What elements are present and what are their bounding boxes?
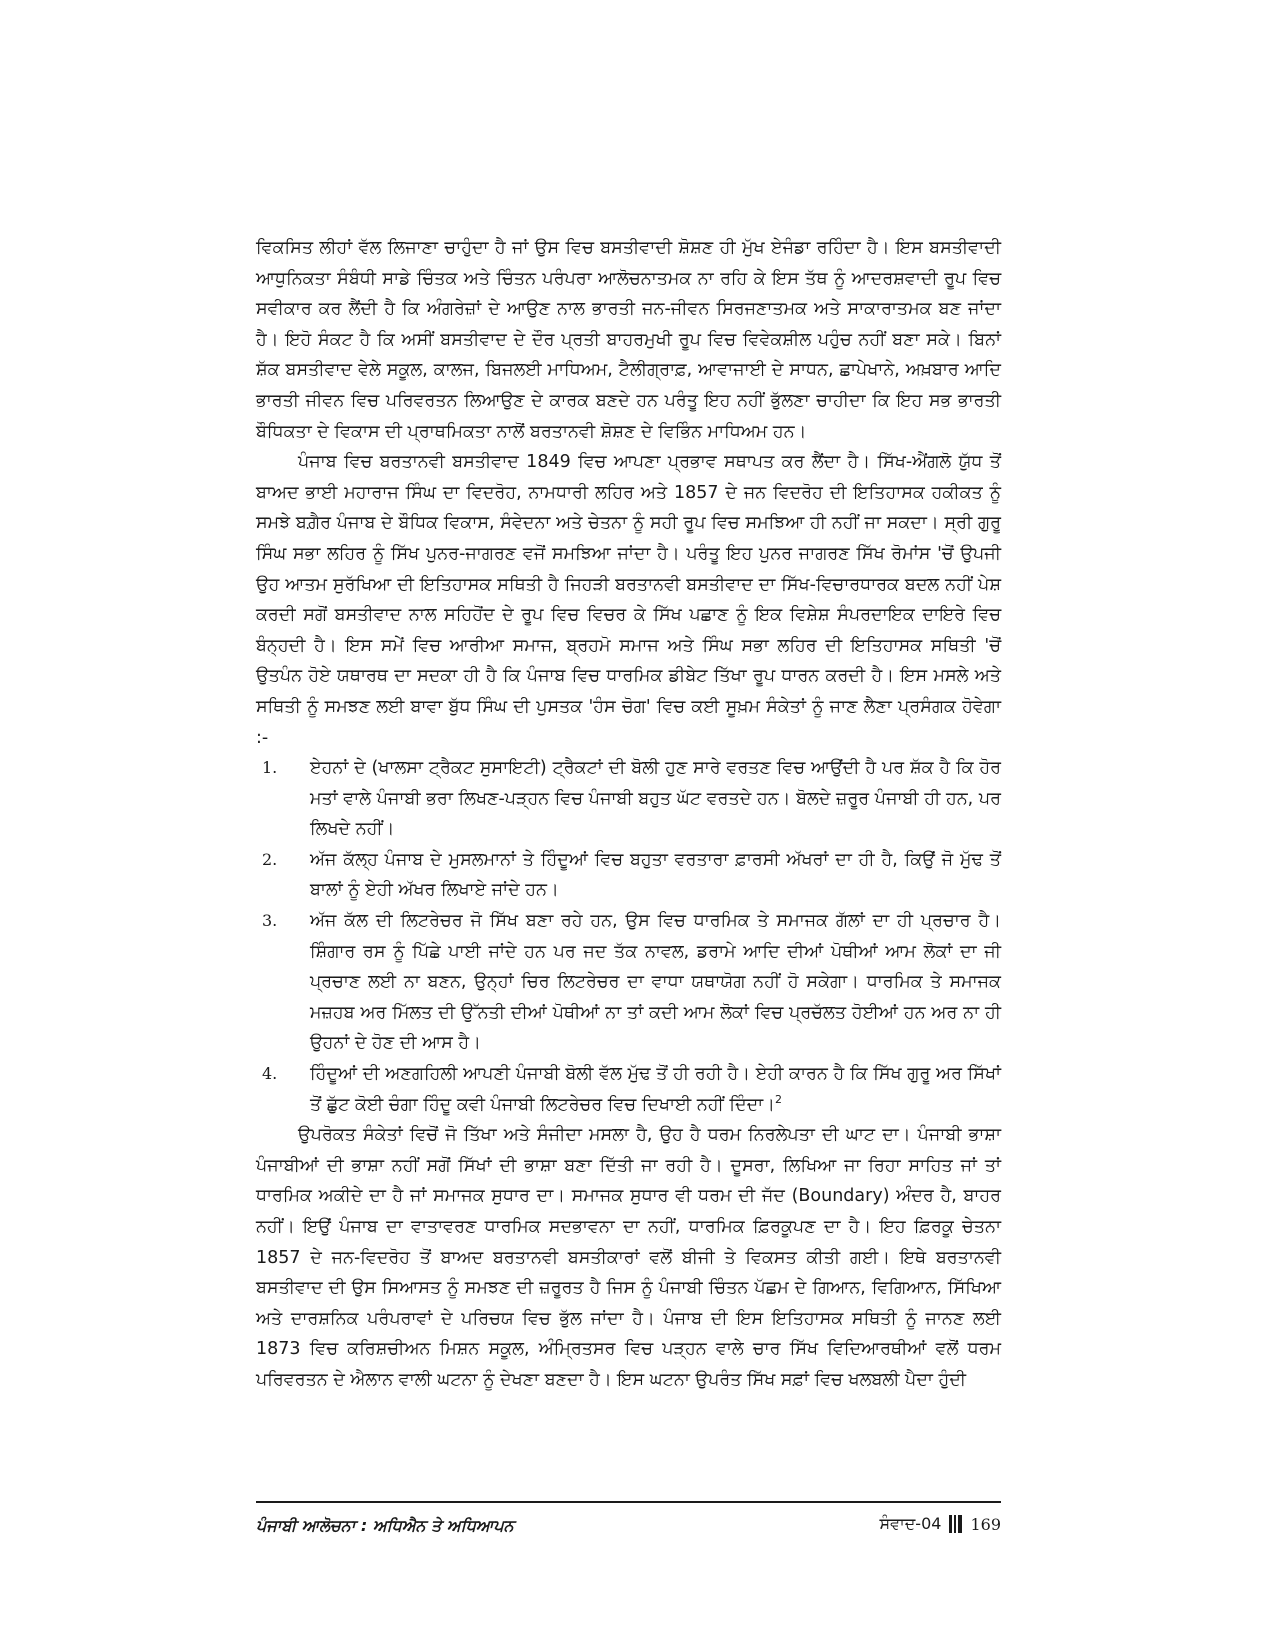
footnote-marker[interactable]: 2 <box>774 1092 782 1106</box>
list-item <box>256 1059 1001 1120</box>
body-text <box>256 233 1001 1396</box>
page-number: 169 <box>970 1514 1001 1534</box>
paragraph-1: ਵਿਕਸਿਤ ਲੀਹਾਂ ਵੱਲ ਲਿਜਾਣਾ ਚਾਹੁੰਦਾ ਹੈ ਜਾਂ ਉਸ ਵਿਚ ਬਸਤੀਵਾਦੀ ਸ਼ੋਸ਼ਣ ਹੀ ਮੁੱਖ ਏਜੰਡਾ ਰਹਿੰਦਾ ਹੈ। ਇਸ ਬਸਤੀਵਾਦੀ ਆਧੁਨਿਕਤਾ ਸੰਬੰਧੀ ਸਾਡੇ ਚਿੰਤਕ ਅਤੇ ਚਿੰਤਨ ਪਰੰਪਰਾ ਆਲੋਚਨਾਤਮਕ ਨਾ ਰਹਿ ਕੇ ਇਸ ਤੱਥ ਨੂੰ ਆਦਰਸ਼ਵਾਦੀ ਰੂਪ ਵਿਚ ਸਵੀਕਾਰ ਕਰ ਲੈਂਦੀ ਹੈ ਕਿ ਅੰਗਰੇਜ਼ਾਂ ਦੇ ਆਉਣ ਨਾਲ ਭਾਰਤੀ ਜਨ-ਜੀਵਨ ਸਿਰਜਣਾਤਮਕ ਅਤੇ ਸਾਕਾਰਾਤਮਕ ਬਣ ਜਾਂਦਾ ਹੈ। ਇਹੋ ਸੰਕਟ ਹੈ ਕਿ ਅਸੀਂ ਬਸਤੀਵਾਦ ਦੇ ਦੌਰ ਪ੍ਰਤੀ ਬਾਹਰਮੁਖੀ ਰੂਪ ਵਿਚ ਵਿਵੇਕਸ਼ੀਲ ਪਹੁੰਚ ਨਹੀਂ ਬਣਾ ਸਕੇ। ਬਿਨਾਂ ਸ਼ੱਕ ਬਸਤੀਵਾਦ ਵੇਲੇ ਸਕੂਲ, ਕਾਲਜ, ਬਿਜਲਈ ਮਾਧਿਅਮ, ਟੈਲੀਗ੍ਰਾਫ਼, ਆਵਾਜਾਈ ਦੇ ਸਾਧਨ, ਛਾਪੇਖਾਨੇ, ਅਖ਼ਬਾਰ ਆਦਿ ਭਾਰਤੀ ਜੀਵਨ ਵਿਚ ਪਰਿਵਰਤਨ ਲਿਆਉਣ ਦੇ ਕਾਰਕ ਬਣਦੇ ਹਨ ਪਰੰਤੂ ਇਹ ਨਹੀਂ ਭੁੱਲਣਾ ਚਾਹੀਦਾ ਕਿ ਇਹ ਸਭ ਭਾਰਤੀ ਬੌਧਿਕਤਾ ਦੇ ਵਿਕਾਸ ਦੀ ਪ੍ਰਾਥਮਿਕਤਾ ਨਾਲੋਂ ਬਰਤਾਨਵੀ ਸ਼ੋਸ਼ਣ ਦੇ ਵਿਭਿੰਨ ਮਾਧਿਅਮ ਹਨ। <box>256 238 1001 442</box>
list-item-text-wrapper <box>310 1059 1001 1120</box>
paragraph-3: ਉਪਰੋਕਤ ਸੰਕੇਤਾਂ ਵਿਚੋਂ ਜੋ ਤਿੱਖਾ ਅਤੇ ਸੰਜੀਦਾ ਮਸਲਾ ਹੈ, ਉਹ ਹੈ ਧਰਮ ਨਿਰਲੇਪਤਾ ਦੀ ਘਾਟ ਦਾ। ਪੰਜਾਬੀ ਭਾਸ਼ਾ ਪੰਜਾਬੀਆਂ ਦੀ ਭਾਸ਼ਾ ਨਹੀਂ ਸਗੋਂ ਸਿੱਖਾਂ ਦੀ ਭਾਸ਼ਾ ਬਣਾ ਦਿੱਤੀ ਜਾ ਰਹੀ ਹੈ। ਦੂਸਰਾ, ਲਿਖਿਆ ਜਾ ਰਿਹਾ ਸਾਹਿਤ ਜਾਂ ਤਾਂ ਧਾਰਮਿਕ ਅਕੀਦੇ ਦਾ ਹੈ ਜਾਂ ਸਮਾਜਕ ਸੁਧਾਰ ਦਾ। ਸਮਾਜਕ ਸੁਧਾਰ ਵੀ ਧਰਮ ਦੀ ਜੱਦ (Boundary) ਅੰਦਰ ਹੈ, ਬਾਹਰ ਨਹੀਂ। ਇਉਂ ਪੰਜਾਬ ਦਾ ਵਾਤਾਵਰਣ ਧਾਰਮਿਕ ਸਦਭਾਵਨਾ ਦਾ ਨਹੀਂ, ਧਾਰਮਿਕ ਫ਼ਿਰਕੂਪਣ ਦਾ ਹੈ। ਇਹ ਫ਼ਿਰਕੂ ਚੇਤਨਾ 1857 ਦੇ ਜਨ-ਵਿਦਰੋਹ ਤੋਂ ਬਾਅਦ ਬਰਤਾਨਵੀ ਬਸਤੀਕਾਰਾਂ ਵਲੋਂ ਬੀਜੀ ਤੇ ਵਿਕਸਤ ਕੀਤੀ ਗਈ। ਇਥੇ ਬਰਤਾਨਵੀ ਬਸਤੀਵਾਦ ਦੀ ਉਸ ਸਿਆਸਤ ਨੂੰ ਸਮਝਣ ਦੀ ਜ਼ਰੂਰਤ ਹੈ ਜਿਸ ਨੂੰ ਪੰਜਾਬੀ ਚਿੰਤਨ ਪੱਛਮ ਦੇ ਗਿਆਨ, ਵਿਗਿਆਨ, ਸਿੱਖਿਆ ਅਤੇ ਦਾਰਸ਼ਨਿਕ ਪਰੰਪਰਾਵਾਂ ਦੇ ਪਰਿਚਯ ਵਿਚ ਭੁੱਲ ਜਾਂਦਾ ਹੈ। ਪੰਜਾਬ ਦੀ ਇਸ ਇਤਿਹਾਸਕ ਸਥਿਤੀ ਨੂੰ ਜਾਨਣ ਲਈ 1873 ਵਿਚ ਕਰਿਸ਼ਚੀਅਨ ਮਿਸ਼ਨ ਸਕੂਲ, ਅੰਮ੍ਰਿਤਸਰ ਵਿਚ ਪੜ੍ਹਨ ਵਾਲੇ ਚਾਰ ਸਿੱਖ ਵਿਦਿਆਰਥੀਆਂ ਵਲੋਂ ਧਰਮ ਪਰਿਵਰਤਨ ਦੇ ਐਲਾਨ ਵਾਲੀ ਘਟਨਾ ਨੂੰ ਦੇਖਣਾ ਬਣਦਾ ਹੈ। ਇਸ ਘਟਨਾ ਉਪਰੰਤ ਸਿੱਖ ਸਫ਼ਾਂ ਵਿਚ ਖਲਬਲੀ ਪੈਦਾ ਹੁੰਦੀ <box>256 1125 1001 1390</box>
running-footer-right <box>879 1514 1001 1534</box>
list-number: 1. <box>262 758 278 778</box>
list-item-text: ਅੱਜ ਕੱਲ ਦੀ ਲਿਟਰੇਚਰ ਜੋ ਸਿੱਖ ਬਣਾ ਰਹੇ ਹਨ, ਉਸ ਵਿਚ ਧਾਰਮਿਕ ਤੇ ਸਮਾਜਕ ਗੱਲਾਂ ਦਾ ਹੀ ਪ੍ਰਚਾਰ ਹੈ। ਸ਼ਿੰਗਾਰ ਰਸ ਨੂੰ ਪਿੱਛੇ ਪਾਈ ਜਾਂਦੇ ਹਨ ਪਰ ਜਦ ਤੱਕ ਨਾਵਲ, ਡਰਾਮੇ ਆਦਿ ਦੀਆਂ ਪੋਥੀਆਂ ਆਮ ਲੋਕਾਂ ਦਾ ਜੀ ਪ੍ਰਚਾਣ ਲਈ ਨਾ ਬਣਨ, ਉਨ੍ਹਾਂ ਚਿਰ ਲਿਟਰੇਚਰ ਦਾ ਵਾਧਾ ਯਥਾਯੋਗ ਨਹੀਂ ਹੋ ਸਕੇਗਾ। ਧਾਰਮਿਕ ਤੇ ਸਮਾਜਕ ਮਜ਼ਹਬ ਅਰ ਮਿੱਲਤ ਦੀ ਉੱਨਤੀ ਦੀਆਂ ਪੋਥੀਆਂ ਨਾ ਤਾਂ ਕਦੀ ਆਮ ਲੋਕਾਂ ਵਿਚ ਪ੍ਰਚੱਲਤ ਹੋਈਆਂ ਹਨ ਅਰ ਨਾ ਹੀ ਉਹਨਾਂ ਦੇ ਹੋਣ ਦੀ ਆਸ ਹੈ। <box>310 911 1001 1054</box>
list-item-text: ਅੱਜ ਕੱਲ੍ਹ ਪੰਜਾਬ ਦੇ ਮੁਸਲਮਾਨਾਂ ਤੇ ਹਿੰਦੂਆਂ ਵਿਚ ਬਹੁਤਾ ਵਰਤਾਰਾ ਫ਼ਾਰਸੀ ਅੱਖਰਾਂ ਦਾ ਹੀ ਹੈ, ਕਿਉਂ ਜੋ ਮੁੱਢ ਤੋਂ ਬਾਲਾਂ ਨੂੰ ਏਹੀ ਅੱਖਰ ਲਿਖਾਏ ਜਾਂਦੇ ਹਨ। <box>310 849 1001 901</box>
running-footer-title: ਪੰਜਾਬੀ ਆਲੋਚਨਾ : ਅਧਿਐਨ ਤੇ ਅਧਿਆਪਨ <box>256 1516 514 1535</box>
list-number: 2. <box>262 849 278 869</box>
list-item <box>256 906 1001 1059</box>
list-item <box>256 845 1001 906</box>
paragraph-2: ਪੰਜਾਬ ਵਿਚ ਬਰਤਾਨਵੀ ਬਸਤੀਵਾਦ 1849 ਵਿਚ ਆਪਣਾ ਪ੍ਰਭਾਵ ਸਥਾਪਤ ਕਰ ਲੈਂਦਾ ਹੈ। ਸਿੱਖ-ਐਂਗਲੋ ਯੁੱਧ ਤੋਂ ਬਾਅਦ ਭਾਈ ਮਹਾਰਾਜ ਸਿੰਘ ਦਾ ਵਿਦਰੋਹ, ਨਾਮਧਾਰੀ ਲਹਿਰ ਅਤੇ 1857 ਦੇ ਜਨ ਵਿਦਰੋਹ ਦੀ ਇਤਿਹਾਸਕ ਹਕੀਕਤ ਨੂੰ ਸਮਝੇ ਬਗ਼ੈਰ ਪੰਜਾਬ ਦੇ ਬੌਧਿਕ ਵਿਕਾਸ, ਸੰਵੇਦਨਾ ਅਤੇ ਚੇਤਨਾ ਨੂੰ ਸਹੀ ਰੂਪ ਵਿਚ ਸਮਝਿਆ ਹੀ ਨਹੀਂ ਜਾ ਸਕਦਾ। ਸ੍ਰੀ ਗੁਰੂ ਸਿੰਘ ਸਭਾ ਲਹਿਰ ਨੂੰ ਸਿੱਖ ਪੁਨਰ-ਜਾਗਰਣ ਵਜੋਂ ਸਮਝਿਆ ਜਾਂਦਾ ਹੈ। ਪਰੰਤੂ ਇਹ ਪੁਨਰ ਜਾਗਰਣ ਸਿੱਖ ਰੋਮਾਂਸ 'ਚੋਂ ਉਪਜੀ ਉਹ ਆਤਮ ਸੁਰੱਖਿਆ ਦੀ ਇਤਿਹਾਸਕ ਸਥਿਤੀ ਹੈ ਜਿਹੜੀ ਬਰਤਾਨਵੀ ਬਸਤੀਵਾਦ ਦਾ ਸਿੱਖ-ਵਿਚਾਰਧਾਰਕ ਬਦਲ ਨਹੀਂ ਪੇਸ਼ ਕਰਦੀ ਸਗੋਂ ਬਸਤੀਵਾਦ ਨਾਲ ਸਹਿਹੋਂਦ ਦੇ ਰੂਪ ਵਿਚ ਵਿਚਰ ਕੇ ਸਿੱਖ ਪਛਾਣ ਨੂੰ ਇਕ ਵਿਸ਼ੇਸ਼ ਸੰਪਰਦਾਇਕ ਦਾਇਰੇ ਵਿਚ ਬੰਨ੍ਹਦੀ ਹੈ। ਇਸ ਸਮੇਂ ਵਿਚ ਆਰੀਆ ਸਮਾਜ, ਬ੍ਰਹਮੋ ਸਮਾਜ ਅਤੇ ਸਿੰਘ ਸਭਾ ਲਹਿਰ ਦੀ ਇਤਿਹਾਸਕ ਸਥਿਤੀ 'ਚੋਂ ਉਤਪੰਨ ਹੋਏ ਯਥਾਰਥ ਦਾ ਸਦਕਾ ਹੀ ਹੈ ਕਿ ਪੰਜਾਬ ਵਿਚ ਧਾਰਮਿਕ ਡੀਬੇਟ ਤਿੱਖਾ ਰੂਪ ਧਾਰਨ ਕਰਦੀ ਹੈ। ਇਸ ਮਸਲੇ ਅਤੇ ਸਥਿਤੀ ਨੂੰ ਸਮਝਣ ਲਈ ਬਾਵਾ ਬੁੱਧ ਸਿੰਘ ਦੀ ਪੁਸਤਕ 'ਹੰਸ ਚੋਗ' ਵਿਚ ਕਈ ਸੂਖ਼ਮ ਸੰਕੇਤਾਂ ਨੂੰ ਜਾਣ ਲੈਣਾ ਪ੍ਰਸੰਗਕ ਹੋਵੇਗਾ :- <box>256 452 1001 748</box>
footer-divider <box>256 1501 1001 1503</box>
list-item-text: ਏਹਨਾਂ ਦੇ (ਖਾਲਸਾ ਟ੍ਰੈਕਟ ਸੁਸਾਇਟੀ) ਟ੍ਰੈਕਟਾਂ ਦੀ ਬੋਲੀ ਹੁਣ ਸਾਰੇ ਵਰਤਣ ਵਿਚ ਆਉਂਦੀ ਹੈ ਪਰ ਸ਼ੱਕ ਹੈ ਕਿ ਹੋਰ ਮਤਾਂ ਵਾਲੇ ਪੰਜਾਬੀ ਭਰਾ ਲਿਖਣ-ਪੜ੍ਹਨ ਵਿਚ ਪੰਜਾਬੀ ਬਹੁਤ ਘੱਟ ਵਰਤਦੇ ਹਨ। ਬੋਲਦੇ ਜ਼ਰੂਰ ਪੰਜਾਬੀ ਹੀ ਹਨ, ਪਰ ਲਿਖਦੇ ਨਹੀਂ। <box>310 758 1001 840</box>
list-item-text: ਹਿੰਦੂਆਂ ਦੀ ਅਣਗਹਿਲੀ ਆਪਣੀ ਪੰਜਾਬੀ ਬੋਲੀ ਵੱਲ ਮੁੱਢ ਤੋਂ ਹੀ ਰਹੀ ਹੈ। ਏਹੀ ਕਾਰਨ ਹੈ ਕਿ ਸਿੱਖ ਗੁਰੂ ਅਰ ਸਿੱਖਾਂ ਤੋਂ ਛੁੱਟ ਕੋਈ ਚੰਗਾ ਹਿੰਦੂ ਕਵੀ ਪੰਜਾਬੀ ਲਿਟਰੇਚਰ ਵਿਚ ਦਿਖਾਈ ਨਹੀਂ ਦਿੰਦਾ। <box>310 1064 1001 1115</box>
list-number: 4. <box>262 1064 278 1084</box>
list-item <box>256 753 1001 845</box>
list-number: 3. <box>262 911 278 931</box>
quote-list <box>256 753 1001 1120</box>
triple-bar-icon <box>949 1515 962 1533</box>
journal-name: ਸੰਵਾਦ-04 <box>879 1514 942 1533</box>
